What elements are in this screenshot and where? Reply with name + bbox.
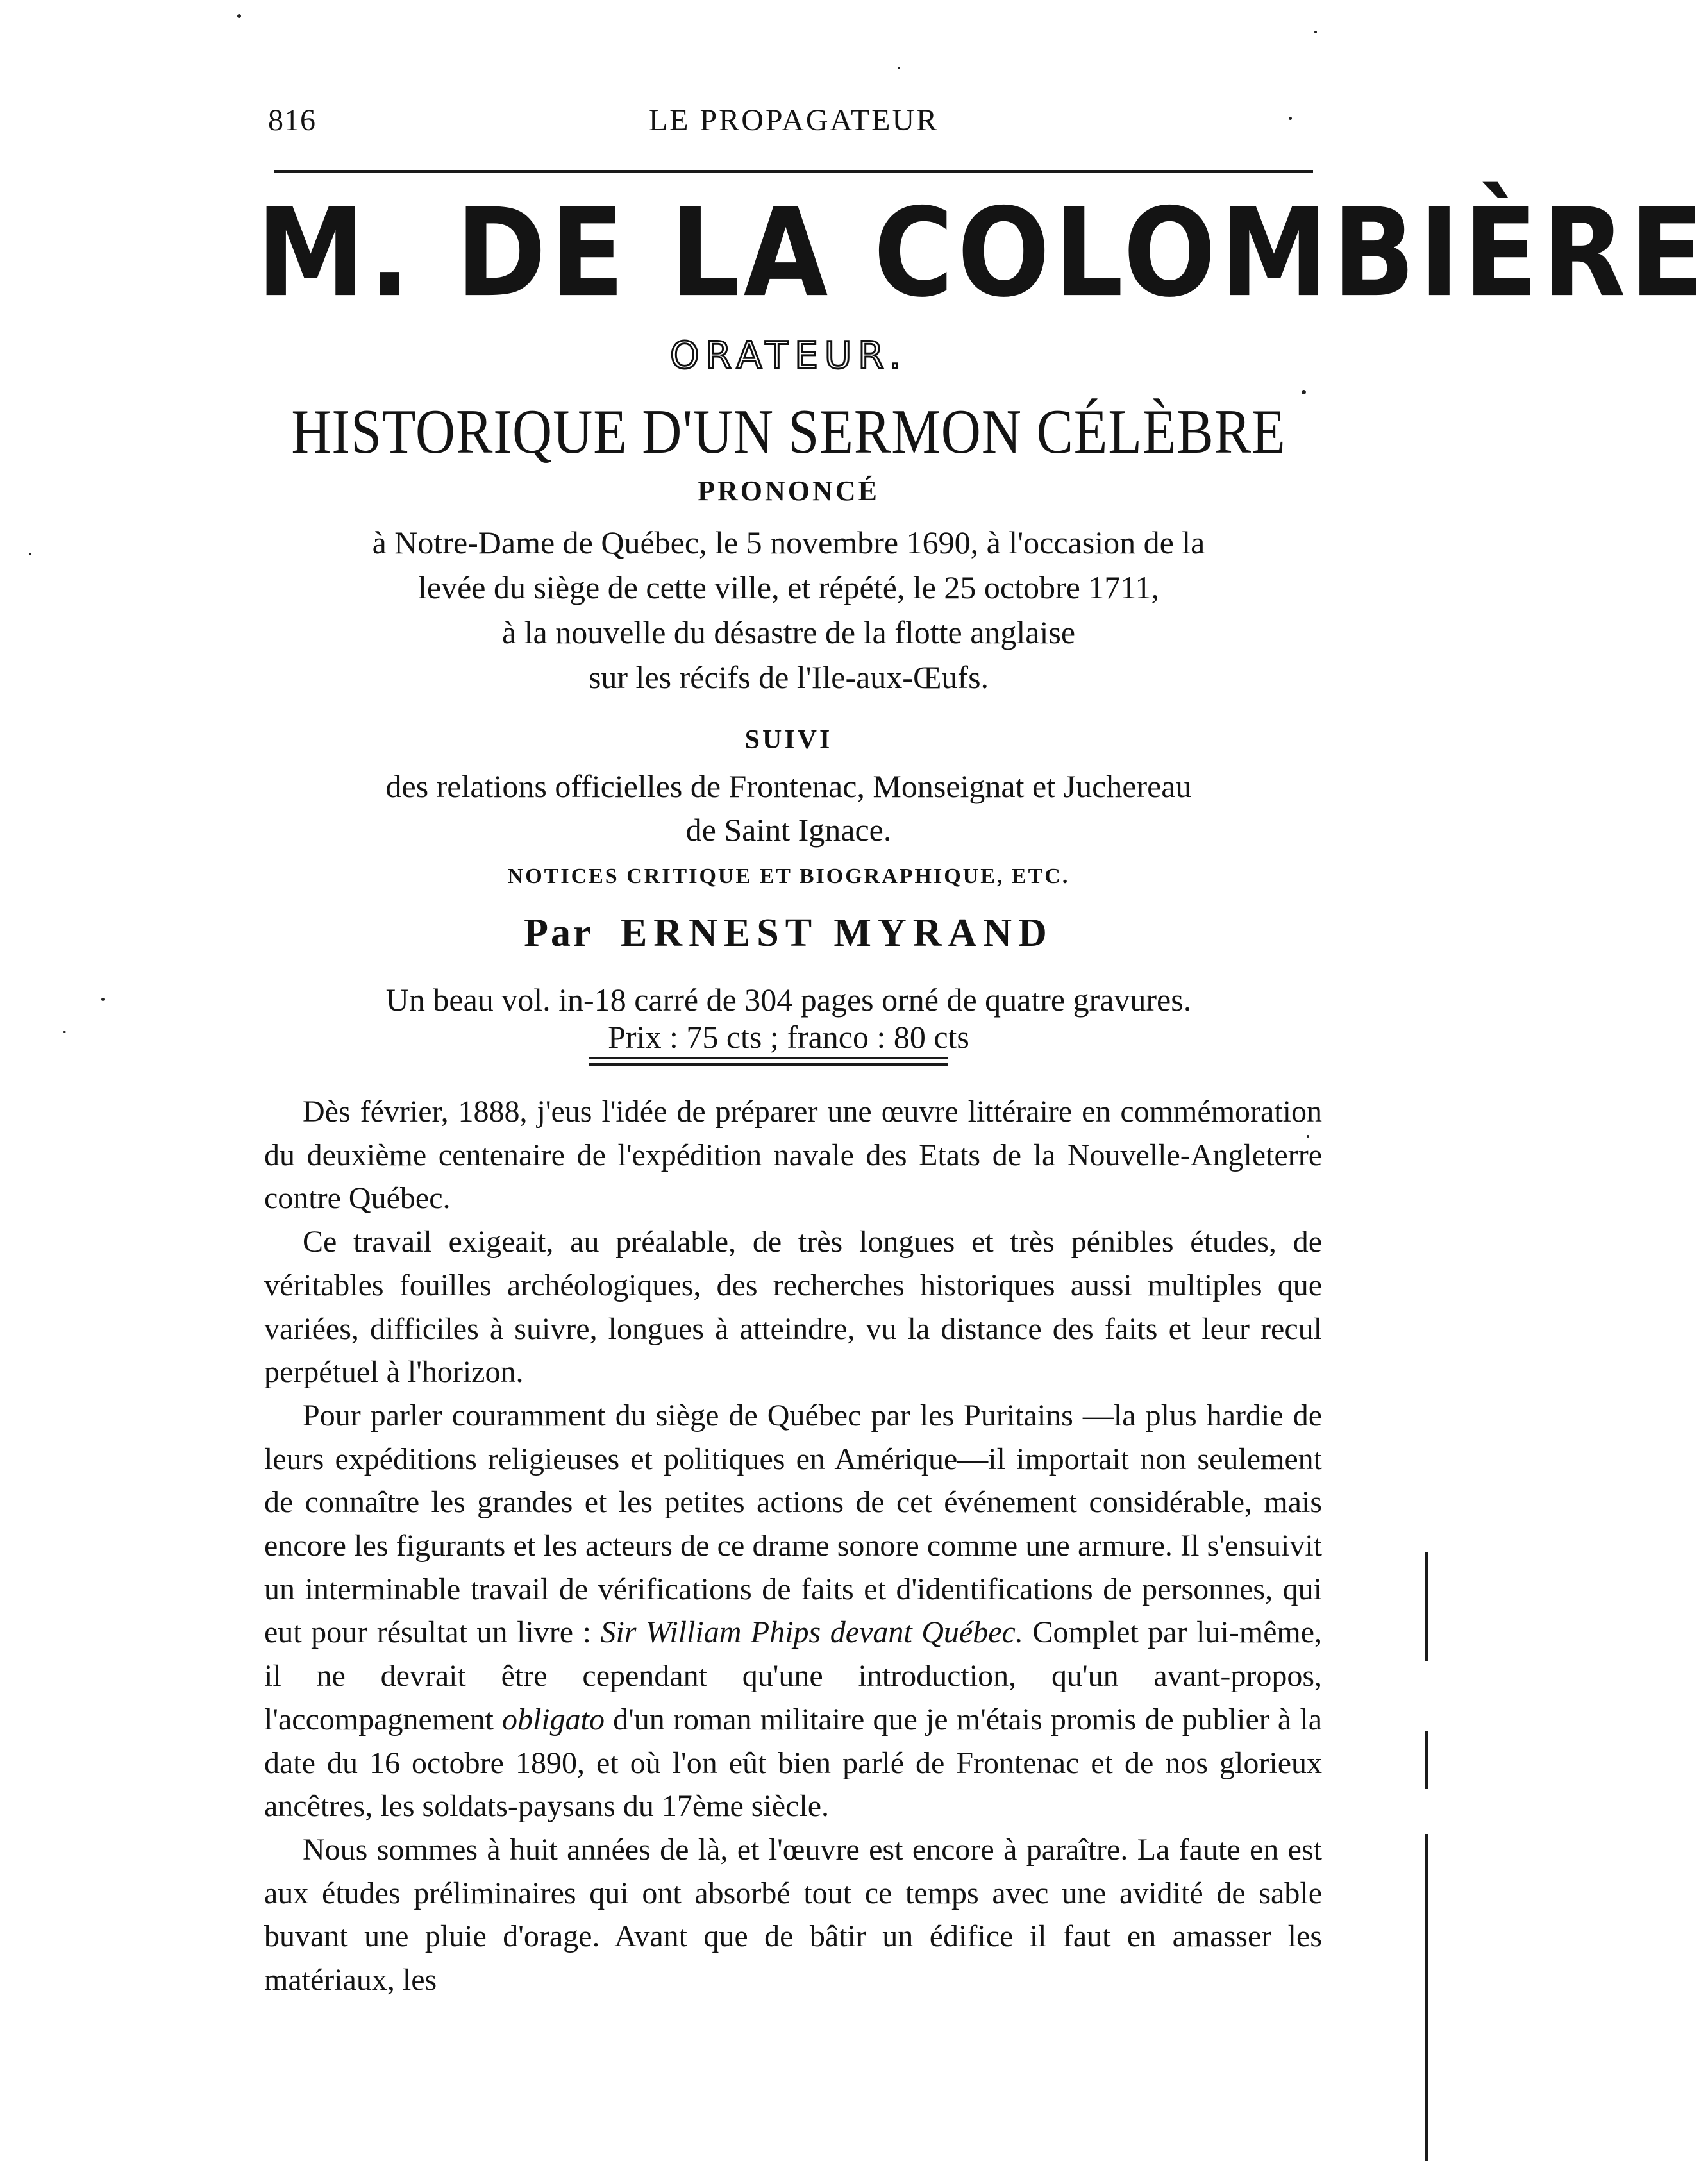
author-line [256,911,1321,956]
book-title: Sir William Phips devant Québec. [600,1615,1023,1650]
scan-speck [898,67,900,69]
scan-edge-mark [1425,1834,1428,2161]
paragraph: Dès février, 1888, j'eus l'idée de préparer une œuvre littéraire en commémoration du deuxième centenaire de l'expédition navale des Etats de la Nouvelle-Angleterre contre Québec. [264,1095,1322,1216]
scan-speck [1289,117,1292,120]
author-prefix: Par [524,911,593,955]
main-title: M. DE LA COLOMBIÈRE [256,182,1708,325]
double-rule-bottom [589,1063,948,1066]
paragraph: Ce travail exigeait, au préalable, de très longues et très pénibles études, de véritables fouilles archéologiques, des recherches historiques aussi multiples que variées, difficiles à suivre, longues à atteindre, vu la distance des faits et leur recul perpétuel à l'horizon. [264,1225,1322,1390]
suivi-label: SUIVI [744,725,833,755]
volume-price: Prix : 75 cts ; franco : 80 cts [608,1019,969,1055]
prononce-label: PRONONCÉ [698,475,880,507]
paragraph: Nous sommes à huit années de là, et l'œuvre est encore à paraître. La faute en est aux études préliminaires qui ont absorbé tout ce temps avec une avidité de sable buvant une pluie d'orage. Avant que de bâtir un édifice il faut en amasser les matériaux, les [264,1832,1322,1997]
author-name: ERNEST MYRAND [620,911,1053,955]
italic-term: obligato [501,1702,605,1736]
page-number: 816 [268,103,316,137]
scan-speck [237,14,241,18]
header-rule [274,170,1313,173]
subtitle-orateur: ORATEUR. [670,333,907,377]
volume-info [256,981,1321,1055]
notices-line: NOTICES CRITIQUE ET BIOGRAPHIQUE, ETC. [507,864,1070,888]
scan-speck [1302,390,1306,394]
scan-speck [1307,1135,1309,1138]
occasion-line: levée du siège de cette ville, et répété, le 25 octobre 1711, [418,569,1159,605]
occasion-line: à la nouvelle du désastre de la flotte anglaise [501,614,1076,650]
paragraph-text: Complet par lui-même, il ne devrait être cependant qu'une introduction, qu'un avant-propos, l'accompagnement [264,1615,1323,1736]
volume-description: Un beau vol. in-18 carré de 304 pages orné de quatre gravures. [385,982,1192,1018]
double-rule-top [589,1057,948,1059]
occasion-line: à Notre-Dame de Québec, le 5 novembre 1690, à l'occasion de la [372,525,1205,560]
scan-edge-mark [1425,1552,1428,1661]
scan-speck [101,998,105,1001]
relations-line: de Saint Ignace. [685,812,892,848]
running-head [268,103,1319,147]
paragraph-text: Pour parler couramment du siège de Québec par les Puritains —la plus hardie de leurs expéditions religieuses et politiques en Amérique—il importait non seulement de connaître les grandes et les petites actions de cet événement considérable, mais encore les figurants et les acteurs de ce drame sonore comme une armure. Il s'ensuivit un interminable travail de vérifications de faits et d'identifications de personnes, qui eut pour résultat un livre : [264,1398,1322,1650]
running-title: LE PROPAGATEUR [648,103,939,137]
occasion-line: sur les récifs de l'Ile-aux-Œufs. [588,659,989,695]
body-text [264,1090,1322,2002]
paragraph-text: d'un roman militaire que je m'étais promis de publier à la date du 16 octobre 1890, et où l'on eût bien parlé de Frontenac et de nos glorieux ancêtres, les soldats-paysans du 17ème siècle. [264,1702,1322,1824]
paragraph [264,1394,1322,1828]
heading-historique: HISTORIQUE D'UN SERMON CÉLÈBRE [291,396,1286,467]
scan-edge-mark [1425,1731,1428,1789]
scan-speck [1314,31,1317,33]
scan-speck [29,553,31,555]
relations-line: des relations officielles de Frontenac, Monseignat et Juchereau [385,768,1192,804]
scan-speck [63,1031,66,1033]
